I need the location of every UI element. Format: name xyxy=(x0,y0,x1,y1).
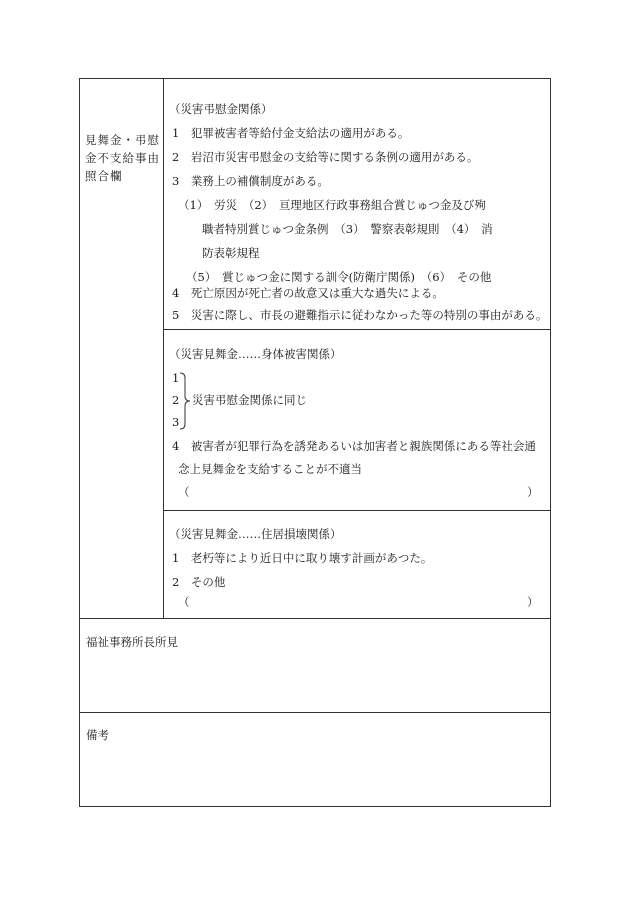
condolence-section xyxy=(164,79,550,330)
condolence-subitem-1: （1） 労災 （2） 亘理地区行政事務組合賞じゅつ金及び殉 xyxy=(178,198,486,212)
condolence-heading: （災害弔慰金関係） xyxy=(169,102,273,116)
condolence-item-4: 4 死亡原因が死亡者の故意又は重大な過失による。 xyxy=(172,286,444,300)
exclusion-label-cell xyxy=(80,79,164,619)
injury-num-3: 3 xyxy=(172,415,180,429)
remarks-label: 備考 xyxy=(86,728,109,742)
injury-heading: （災害見舞金……身体被害関係） xyxy=(169,347,342,361)
office-opinion-row xyxy=(80,619,550,713)
housing-paren-open: （ xyxy=(178,595,190,609)
condolence-subitem-2: （5） 賞じゅつ金に関する訓令(防衛庁関係) （6） その他 xyxy=(186,270,492,284)
exclusion-label-line1: 見舞金・弔慰 xyxy=(85,133,160,147)
brace-icon xyxy=(179,372,191,430)
condolence-item-1: 1 犯罪被害者等給付金支給法の適用がある。 xyxy=(172,126,410,140)
injury-num-1: 1 xyxy=(172,371,180,385)
exclusion-label-line2: 金不支給事由 xyxy=(85,151,160,165)
housing-heading: （災害見舞金……住居損壊関係） xyxy=(169,527,342,541)
form-table xyxy=(79,78,551,807)
condolence-subitem-1-cont: 職者特別賞じゅつ金条例 （3） 警察表彰規則 （4） 消 xyxy=(202,222,493,236)
housing-paren-close: ） xyxy=(527,595,539,609)
housing-section xyxy=(164,511,550,619)
exclusion-label xyxy=(85,131,161,185)
condolence-item-3: 3 業務上の補償制度がある。 xyxy=(172,174,329,188)
remarks-row xyxy=(80,713,550,808)
condolence-item-2: 2 岩沼市災害弔慰金の支給等に関する条例の適用がある。 xyxy=(172,150,479,164)
condolence-subitem-1-cont2: 防表彰規程 xyxy=(202,246,260,260)
exclusion-label-line3: 照合欄 xyxy=(85,169,123,183)
injury-item-4: 4 被害者が犯罪行為を誘発あるいは加害者と親族関係にある等社会通 xyxy=(172,439,536,453)
injury-paren-close: ） xyxy=(527,485,539,499)
office-opinion-label: 福祉事務所長所見 xyxy=(86,635,178,649)
injury-paren-open: （ xyxy=(178,485,190,499)
injury-section xyxy=(164,330,550,511)
housing-item-2: 2 その他 xyxy=(172,575,226,589)
exclusion-row xyxy=(80,79,550,619)
injury-same-as: 災害弔慰金関係に同じ xyxy=(192,393,307,407)
injury-num-2: 2 xyxy=(172,393,180,407)
injury-item-4-cont: 念上見舞金を支給することが不適当 xyxy=(178,462,362,476)
condolence-item-5: 5 災害に際し、市長の避難指示に従わなかった等の特別の事由がある。 xyxy=(172,308,548,322)
housing-item-1: 1 老朽等により近日中に取り壊す計画があつた。 xyxy=(172,551,433,565)
